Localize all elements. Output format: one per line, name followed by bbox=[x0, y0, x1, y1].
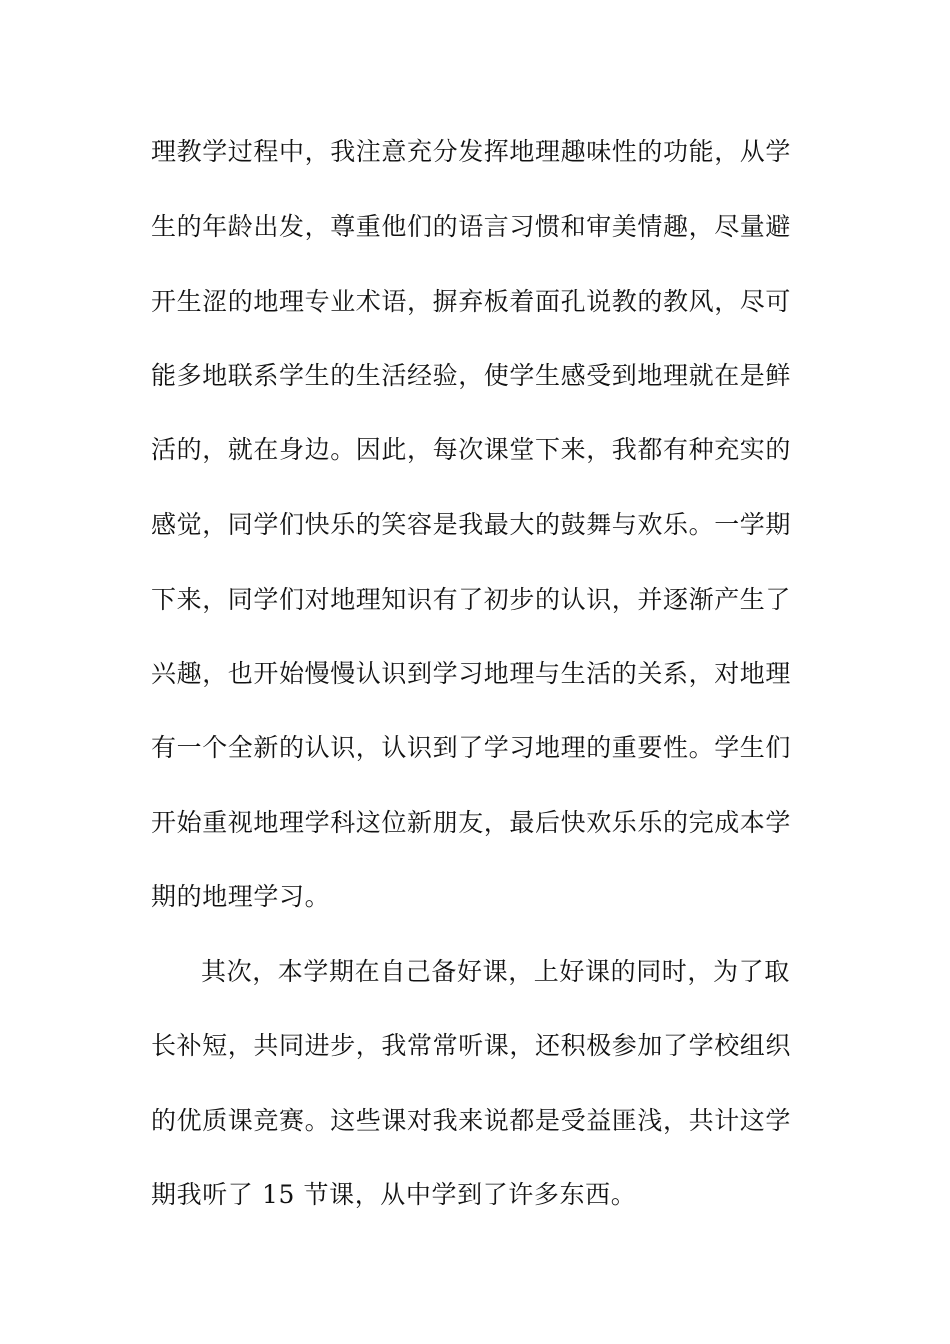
text-line-10: 开始重视地理学科这位新朋友，最后快欢乐乐的完成本学 bbox=[151, 808, 792, 837]
text-line-5: 活的，就在身边。因此，每次课堂下来，我都有种充实的 bbox=[151, 435, 792, 464]
text-line-2: 生的年龄出发，尊重他们的语言习惯和审美情趣，尽量避 bbox=[151, 212, 792, 241]
text-line-8: 兴趣，也开始慢慢认识到学习地理与生活的关系，对地理 bbox=[151, 659, 792, 688]
text-line-15: 期我听了 15 节课，从中学到了许多东西。 bbox=[151, 1180, 637, 1209]
text-line-6: 感觉，同学们快乐的笑容是我最大的鼓舞与欢乐。一学期 bbox=[151, 510, 792, 539]
text-line-9: 有一个全新的认识，认识到了学习地理的重要性。学生们 bbox=[151, 733, 792, 762]
text-line-12: 其次，本学期在自己备好课，上好课的同时，为了取 bbox=[201, 957, 790, 986]
text-line-14: 的优质课竞赛。这些课对我来说都是受益匪浅，共计这学 bbox=[151, 1106, 792, 1135]
text-line-1: 理教学过程中，我注意充分发挥地理趣味性的功能，从学 bbox=[151, 137, 792, 166]
text-line-3: 开生涩的地理专业术语，摒弃板着面孔说教的教风，尽可 bbox=[151, 287, 792, 316]
text-line-13: 长补短，共同进步，我常常听课，还积极参加了学校组织 bbox=[151, 1031, 792, 1060]
text-line-4: 能多地联系学生的生活经验，使学生感受到地理就在是鲜 bbox=[151, 361, 792, 390]
text-line-11: 期的地理学习。 bbox=[151, 882, 331, 911]
text-line-7: 下来，同学们对地理知识有了初步的认识，并逐渐产生了 bbox=[151, 585, 792, 614]
